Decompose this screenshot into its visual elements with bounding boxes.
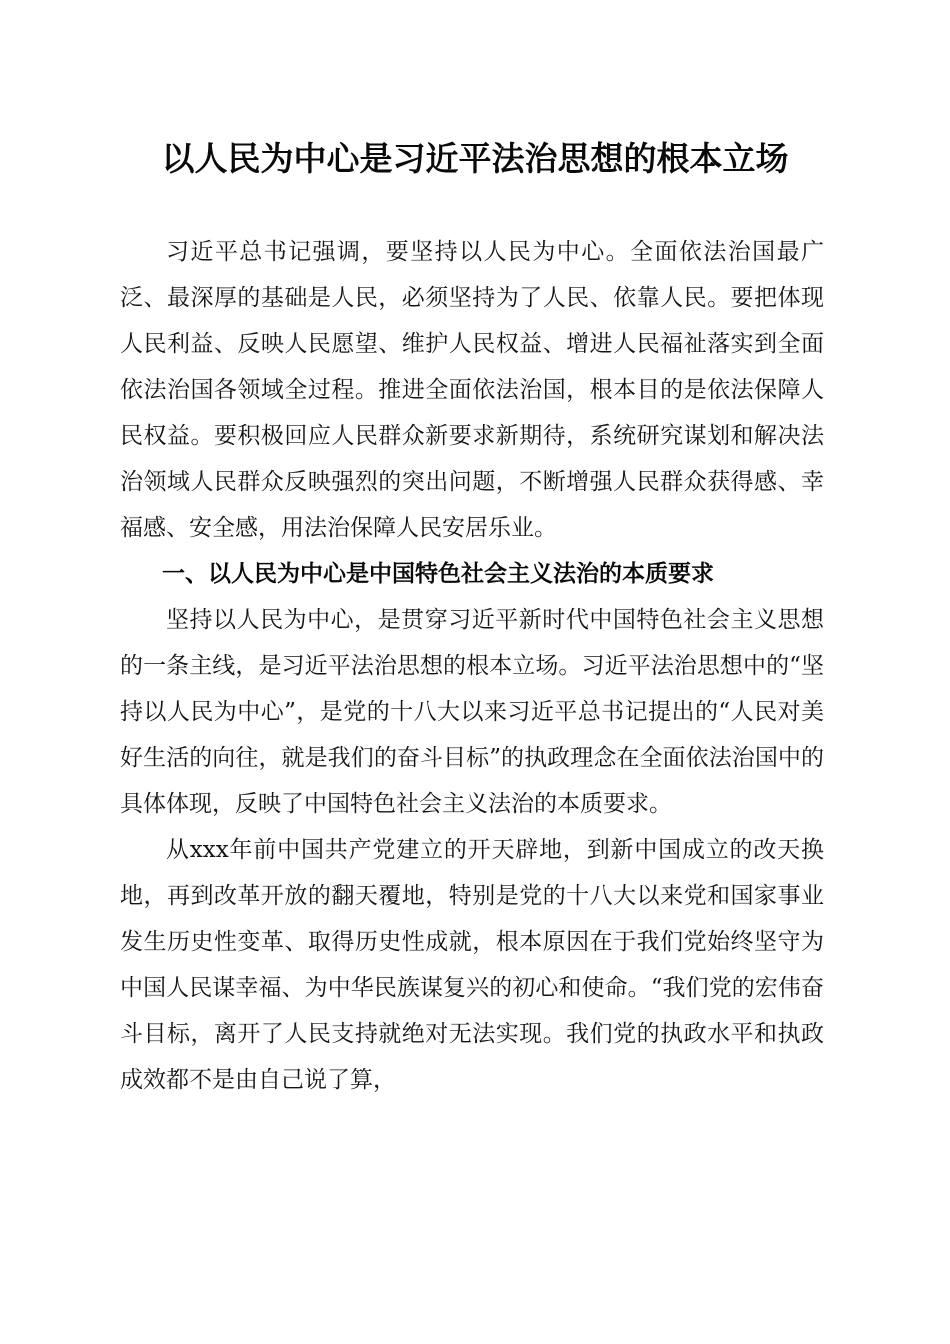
document-title: 以人民为中心是习近平法治思想的根本立场	[161, 139, 789, 178]
section-1-paragraph-1: 坚持以人民为中心，是贯穿习近平新时代中国特色社会主义思想的一条主线，是习近平法治思想的根本立场。习近平法治思想中的“坚持以人民为中心”，是党的十八大以来习近平总书记提出的“人民对美好生活的向往，就是我们的奋斗目标”的执政理念在全面依法治国中的具体体现，反映了中国特色社会主义法治的本质要求。	[120, 607, 824, 817]
document-body	[120, 229, 824, 1103]
section-1-paragraph-2: 从xxx年前中国共产党建立的开天辟地，到新中国成立的改天换地，再到改革开放的翻天覆地，特别是党的十八大以来党和国家事业发生历史性变革、取得历史性成就，根本原因在于我们党始终坚守为中国人民谋幸福、为中华民族谋复兴的初心和使命。“我们党的宏伟奋斗目标，离开了人民支持就绝对无法实现。我们党的执政水平和执政成效都不是由自己说了算，	[120, 837, 824, 1093]
section-heading-1: 一、以人民为中心是中国特色社会主义法治的本质要求	[162, 561, 714, 587]
intro-paragraph: 习近平总书记强调，要坚持以人民为中心。全面依法治国最广泛、最深厚的基础是人民，必须坚持为了人民、依靠人民。要把体现人民利益、反映人民愿望、维护人民权益、增进人民福祉落实到全面依法治国各领域全过程。推进全面依法治国，根本目的是依法保障人民权益。要积极回应人民群众新要求新期待，系统研究谋划和解决法治领域人民群众反映强烈的突出问题，不断增强人民群众获得感、幸福感、安全感，用法治保障人民安居乐业。	[120, 239, 824, 541]
